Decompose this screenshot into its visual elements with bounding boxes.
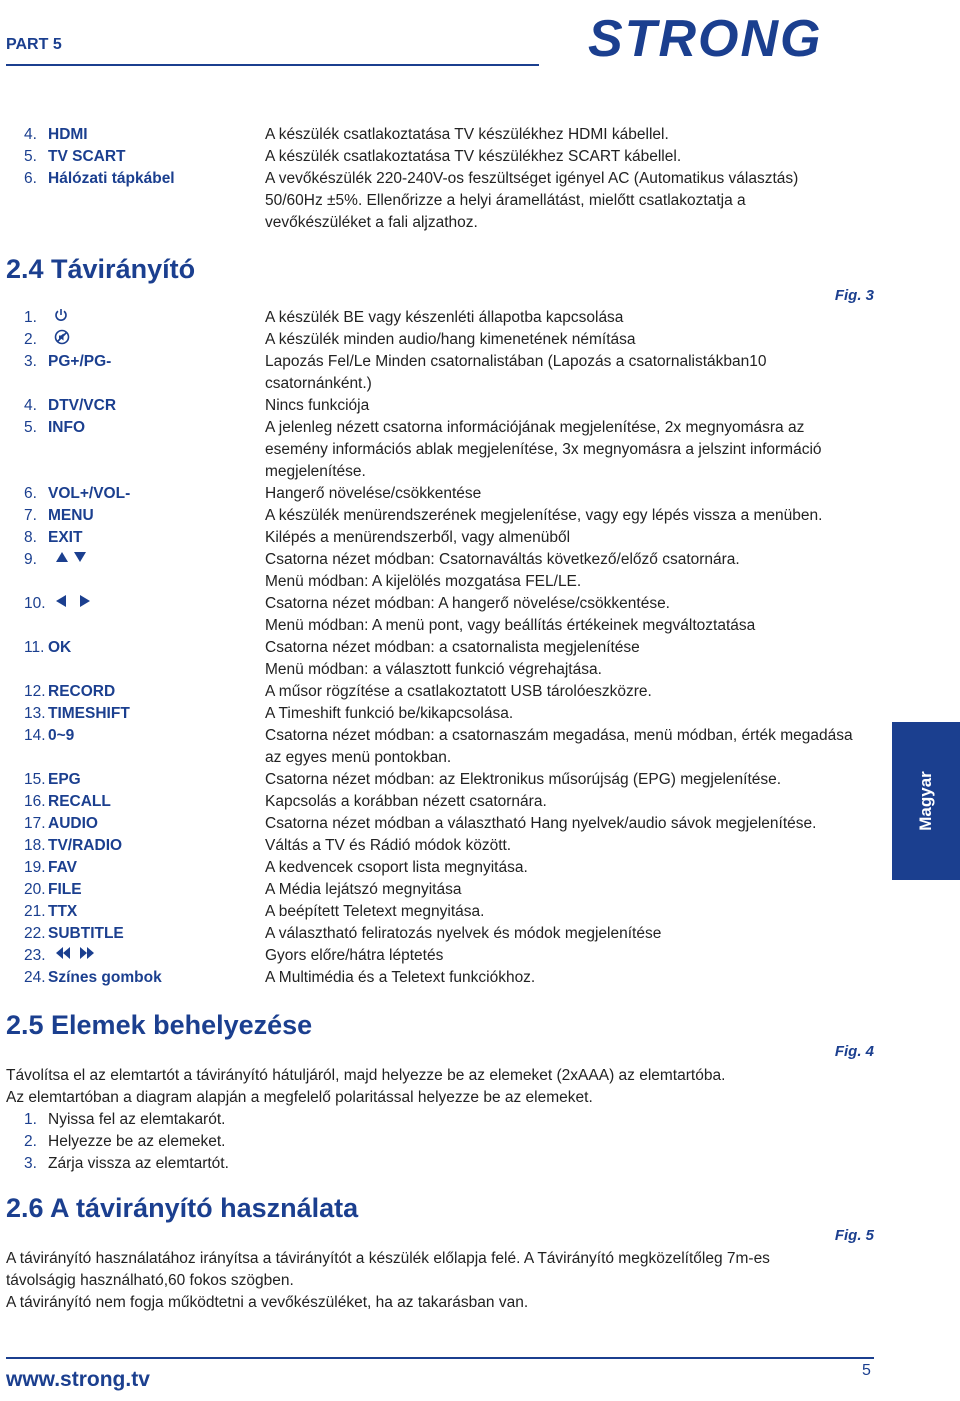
item-description: A vevőkészülék 220-240V-os feszültséget igényel AC (Automatikus választás) 50/60Hz ±5%. Ellenőrizze a helyi áramellátást, mielőtt csatlakoztatja a vevőkészüléket a fali aljzathoz. (265, 170, 799, 231)
description-line: Lapozás Fel/Le Minden csatornalistában (Lapozás a csatornalistákban10 csatornánként.) (265, 353, 767, 392)
list-item (0, 769, 880, 791)
usage-line-1: A távirányító használatához irányítsa a távirányítót a készülék előlapja felé. A Távirányító megközelítőleg 7m-es távolságig használható,60 fokos szögben. (6, 1250, 770, 1289)
list-item (0, 725, 880, 769)
item-number: 21. (24, 903, 46, 920)
item-description (265, 417, 860, 483)
item-description (265, 813, 860, 835)
step-text: Nyissa fel az elemtakarót. (48, 1111, 226, 1128)
item-number: 18. (24, 837, 46, 854)
description-line: A Multimédia és a Teletext funkciókhoz. (265, 969, 536, 986)
item-number: 6. (24, 170, 37, 187)
list-item (0, 901, 880, 923)
item-description (265, 483, 860, 505)
page-number: 5 (862, 1362, 871, 1379)
description-line: A választható feliratozás nyelvek és módok megjelenítése (265, 925, 662, 942)
item-description (265, 681, 860, 703)
description-line: Csatorna nézet módban a választható Hang nyelvek/audio sávok megjelenítése. (265, 815, 817, 832)
description-line: A Timeshift funkció be/kikapcsolása. (265, 705, 514, 722)
fig-label-3: Fig. 3 (834, 287, 874, 304)
description-line: A beépített Teletext megnyitása. (265, 903, 485, 920)
item-key: SUBTITLE (48, 925, 124, 942)
description-line: Gyors előre/hátra léptetés (265, 947, 444, 964)
list-item (0, 835, 880, 857)
description-line: Csatorna nézet módban: A hangerő növelése/csökkentése. (265, 595, 670, 612)
step-number: 2. (24, 1133, 37, 1150)
item-key: MENU (48, 507, 94, 524)
batteries-line-1: Távolítsa el az elemtartót a távirányító hátuljáról, majd helyezze be az elemeket (2xAAA) az elemtartóba. (6, 1067, 726, 1084)
item-description (265, 923, 860, 945)
list-item (0, 329, 880, 351)
item-key: HDMI (48, 126, 88, 143)
item-number: 3. (24, 353, 37, 370)
list-item (0, 307, 880, 329)
up-down-icon (48, 549, 265, 571)
list-item (0, 967, 880, 989)
item-description (265, 395, 860, 417)
list-item (0, 124, 880, 146)
item-description (265, 703, 860, 725)
step-number: 1. (24, 1111, 37, 1128)
list-item (6, 1131, 856, 1153)
item-key: Színes gombok (48, 969, 162, 986)
description-line: Csatorna nézet módban: a csatornaszám megadása, menü módban, érték megadása az egyes menü pontokban. (265, 727, 853, 766)
item-description (265, 857, 860, 879)
item-key: VOL+/VOL- (48, 485, 131, 502)
item-number: 2. (24, 331, 37, 348)
fig-label-5: Fig. 5 (834, 1227, 874, 1244)
item-key: INFO (48, 419, 86, 436)
description-line: Kilépés a menürendszerből, vagy almenüből (265, 529, 571, 546)
usage-line-2: A távirányító nem fogja működtetni a vevőkészüléket, ha az takarásban van. (6, 1294, 529, 1311)
list-item (0, 791, 880, 813)
item-key: FILE (48, 881, 82, 898)
item-key: FAV (48, 859, 77, 876)
description-line: A készülék BE vagy készenléti állapotba kapcsolása (265, 309, 624, 326)
item-description (265, 967, 860, 989)
item-key: PG+/PG- (48, 353, 112, 370)
item-number: 24. (24, 969, 46, 986)
item-number: 19. (24, 859, 46, 876)
item-key: TTX (48, 903, 78, 920)
description-line: A Média lejátszó megnyitása (265, 881, 462, 898)
list-item (6, 1109, 856, 1131)
description-line: A kedvencek csoport lista megnyitása. (265, 859, 528, 876)
list-item (0, 351, 880, 395)
item-key: 0~9 (48, 727, 75, 744)
item-number: 23. (24, 947, 46, 964)
item-number: 17. (24, 815, 46, 832)
item-number: 10. (24, 595, 46, 612)
item-key: TIMESHIFT (48, 705, 130, 722)
item-key: AUDIO (48, 815, 98, 832)
item-number: 8. (24, 529, 37, 546)
part-label: PART 5 (6, 36, 62, 53)
list-item (0, 637, 880, 681)
item-description (265, 329, 860, 351)
item-number: 4. (24, 126, 37, 143)
description-line: A készülék minden audio/hang kimenetének némítása (265, 331, 636, 348)
battery-steps (6, 1109, 856, 1175)
rewind-forward-icon (48, 945, 249, 967)
item-number: 15. (24, 771, 46, 788)
header-divider (6, 64, 539, 66)
item-description (265, 901, 860, 923)
list-item (0, 681, 880, 703)
item-description (265, 351, 860, 395)
section-title-batteries: 2.5 Elemek behelyezése (6, 1010, 313, 1040)
description-line: A műsor rögzítése a csatlakoztatott USB tárolóeszközre. (265, 683, 652, 700)
usage-text (6, 1248, 826, 1314)
item-number: 7. (24, 507, 37, 524)
strong-logo (588, 8, 876, 64)
description-line: Kapcsolás a korábban nézett csatornára. (265, 793, 547, 810)
list-item (0, 813, 880, 835)
list-item (0, 923, 880, 945)
item-key: EPG (48, 771, 81, 788)
list-item (0, 945, 880, 967)
item-key: TV SCART (48, 148, 126, 165)
item-description (265, 505, 860, 527)
step-number: 3. (24, 1155, 37, 1172)
description-line: A jelenleg nézett csatorna információjának megjelenítése, 2x megnyomásra az esemény információs ablak megjelenítése, 3x megnyomásra a jelszint információ megjelenítése. (265, 419, 822, 480)
step-text: Zárja vissza az elemtartót. (48, 1155, 229, 1172)
list-item (0, 395, 880, 417)
item-description: A készülék csatlakoztatása TV készülékhez SCART kábellel. (265, 148, 682, 165)
step-text: Helyezze be az elemeket. (48, 1133, 226, 1150)
description-line: Menü módban: A menü pont, vagy beállítás értékeinek megváltoztatása (265, 617, 756, 634)
language-label: Magyar (916, 771, 935, 831)
item-number: 5. (24, 148, 37, 165)
batteries-text (6, 1065, 856, 1175)
list-item (0, 857, 880, 879)
item-number: 13. (24, 705, 46, 722)
list-item (0, 527, 880, 549)
connections-list (0, 124, 880, 234)
description-line: Hangerő növelése/csökkentése (265, 485, 482, 502)
fig-label-4: Fig. 4 (834, 1043, 874, 1060)
description-line: Menü módban: a választott funkció végrehajtása. (265, 661, 602, 678)
item-description (265, 549, 860, 593)
language-side-tab (892, 722, 960, 880)
description-line: Nincs funkciója (265, 397, 370, 414)
item-number: 14. (24, 727, 46, 744)
item-description (265, 527, 860, 549)
item-key: RECORD (48, 683, 116, 700)
description-line: Menü módban: A kijelölés mozgatása FEL/LE. (265, 573, 582, 590)
list-item (0, 703, 880, 725)
description-line: Csatorna nézet módban: Csatornaváltás következő/előző csatornára. (265, 551, 740, 568)
item-description (265, 945, 860, 967)
item-key: Hálózati tápkábel (48, 170, 175, 187)
footer-url: www.strong.tv (6, 1368, 150, 1391)
mute-icon (48, 329, 265, 352)
item-number: 20. (24, 881, 46, 898)
item-number: 12. (24, 683, 46, 700)
left-right-icon (48, 593, 249, 615)
item-key: OK (48, 639, 72, 656)
section-title-usage: 2.6 A távirányító használata (6, 1193, 359, 1223)
description-line: Csatorna nézet módban: az Elektronikus műsorújság (EPG) megjelenítése. (265, 771, 782, 788)
item-key: RECALL (48, 793, 111, 810)
list-item (0, 505, 880, 527)
section-title-remote: 2.4 Távirányító (6, 254, 196, 284)
item-number: 1. (24, 309, 37, 326)
list-item (0, 146, 880, 168)
item-number: 22. (24, 925, 46, 942)
power-icon (48, 307, 265, 329)
description-line: Váltás a TV és Rádió módok között. (265, 837, 512, 854)
list-item (0, 549, 880, 593)
list-item (0, 168, 880, 234)
list-item (0, 879, 880, 901)
item-description (265, 791, 860, 813)
item-number: 16. (24, 793, 46, 810)
list-item (0, 417, 880, 483)
footer-divider (6, 1357, 874, 1359)
batteries-line-2: Az elemtartóban a diagram alapján a megfelelő polaritással helyezze be az elemeket. (6, 1089, 593, 1106)
item-key: EXIT (48, 529, 83, 546)
item-description (265, 593, 860, 637)
item-number: 11. (24, 639, 45, 656)
list-item (0, 483, 880, 505)
item-number: 9. (24, 551, 37, 568)
description-line: A készülék menürendszerének megjelenítése, vagy egy lépés vissza a menüben. (265, 507, 823, 524)
item-number: 5. (24, 419, 37, 436)
item-number: 6. (24, 485, 37, 502)
svg-text:STRONG: STRONG (588, 10, 823, 64)
item-description (265, 835, 860, 857)
list-item (0, 593, 880, 637)
item-number: 4. (24, 397, 37, 414)
item-description (265, 725, 860, 769)
item-description (265, 769, 860, 791)
item-description (265, 879, 860, 901)
item-description (265, 637, 860, 681)
item-key: DTV/VCR (48, 397, 117, 414)
item-description (265, 307, 860, 329)
item-description: A készülék csatlakoztatása TV készülékhez HDMI kábellel. (265, 126, 669, 143)
description-line: Csatorna nézet módban: a csatornalista megjelenítése (265, 639, 640, 656)
remote-button-list (0, 307, 880, 989)
item-key: TV/RADIO (48, 837, 123, 854)
list-item (6, 1153, 856, 1175)
